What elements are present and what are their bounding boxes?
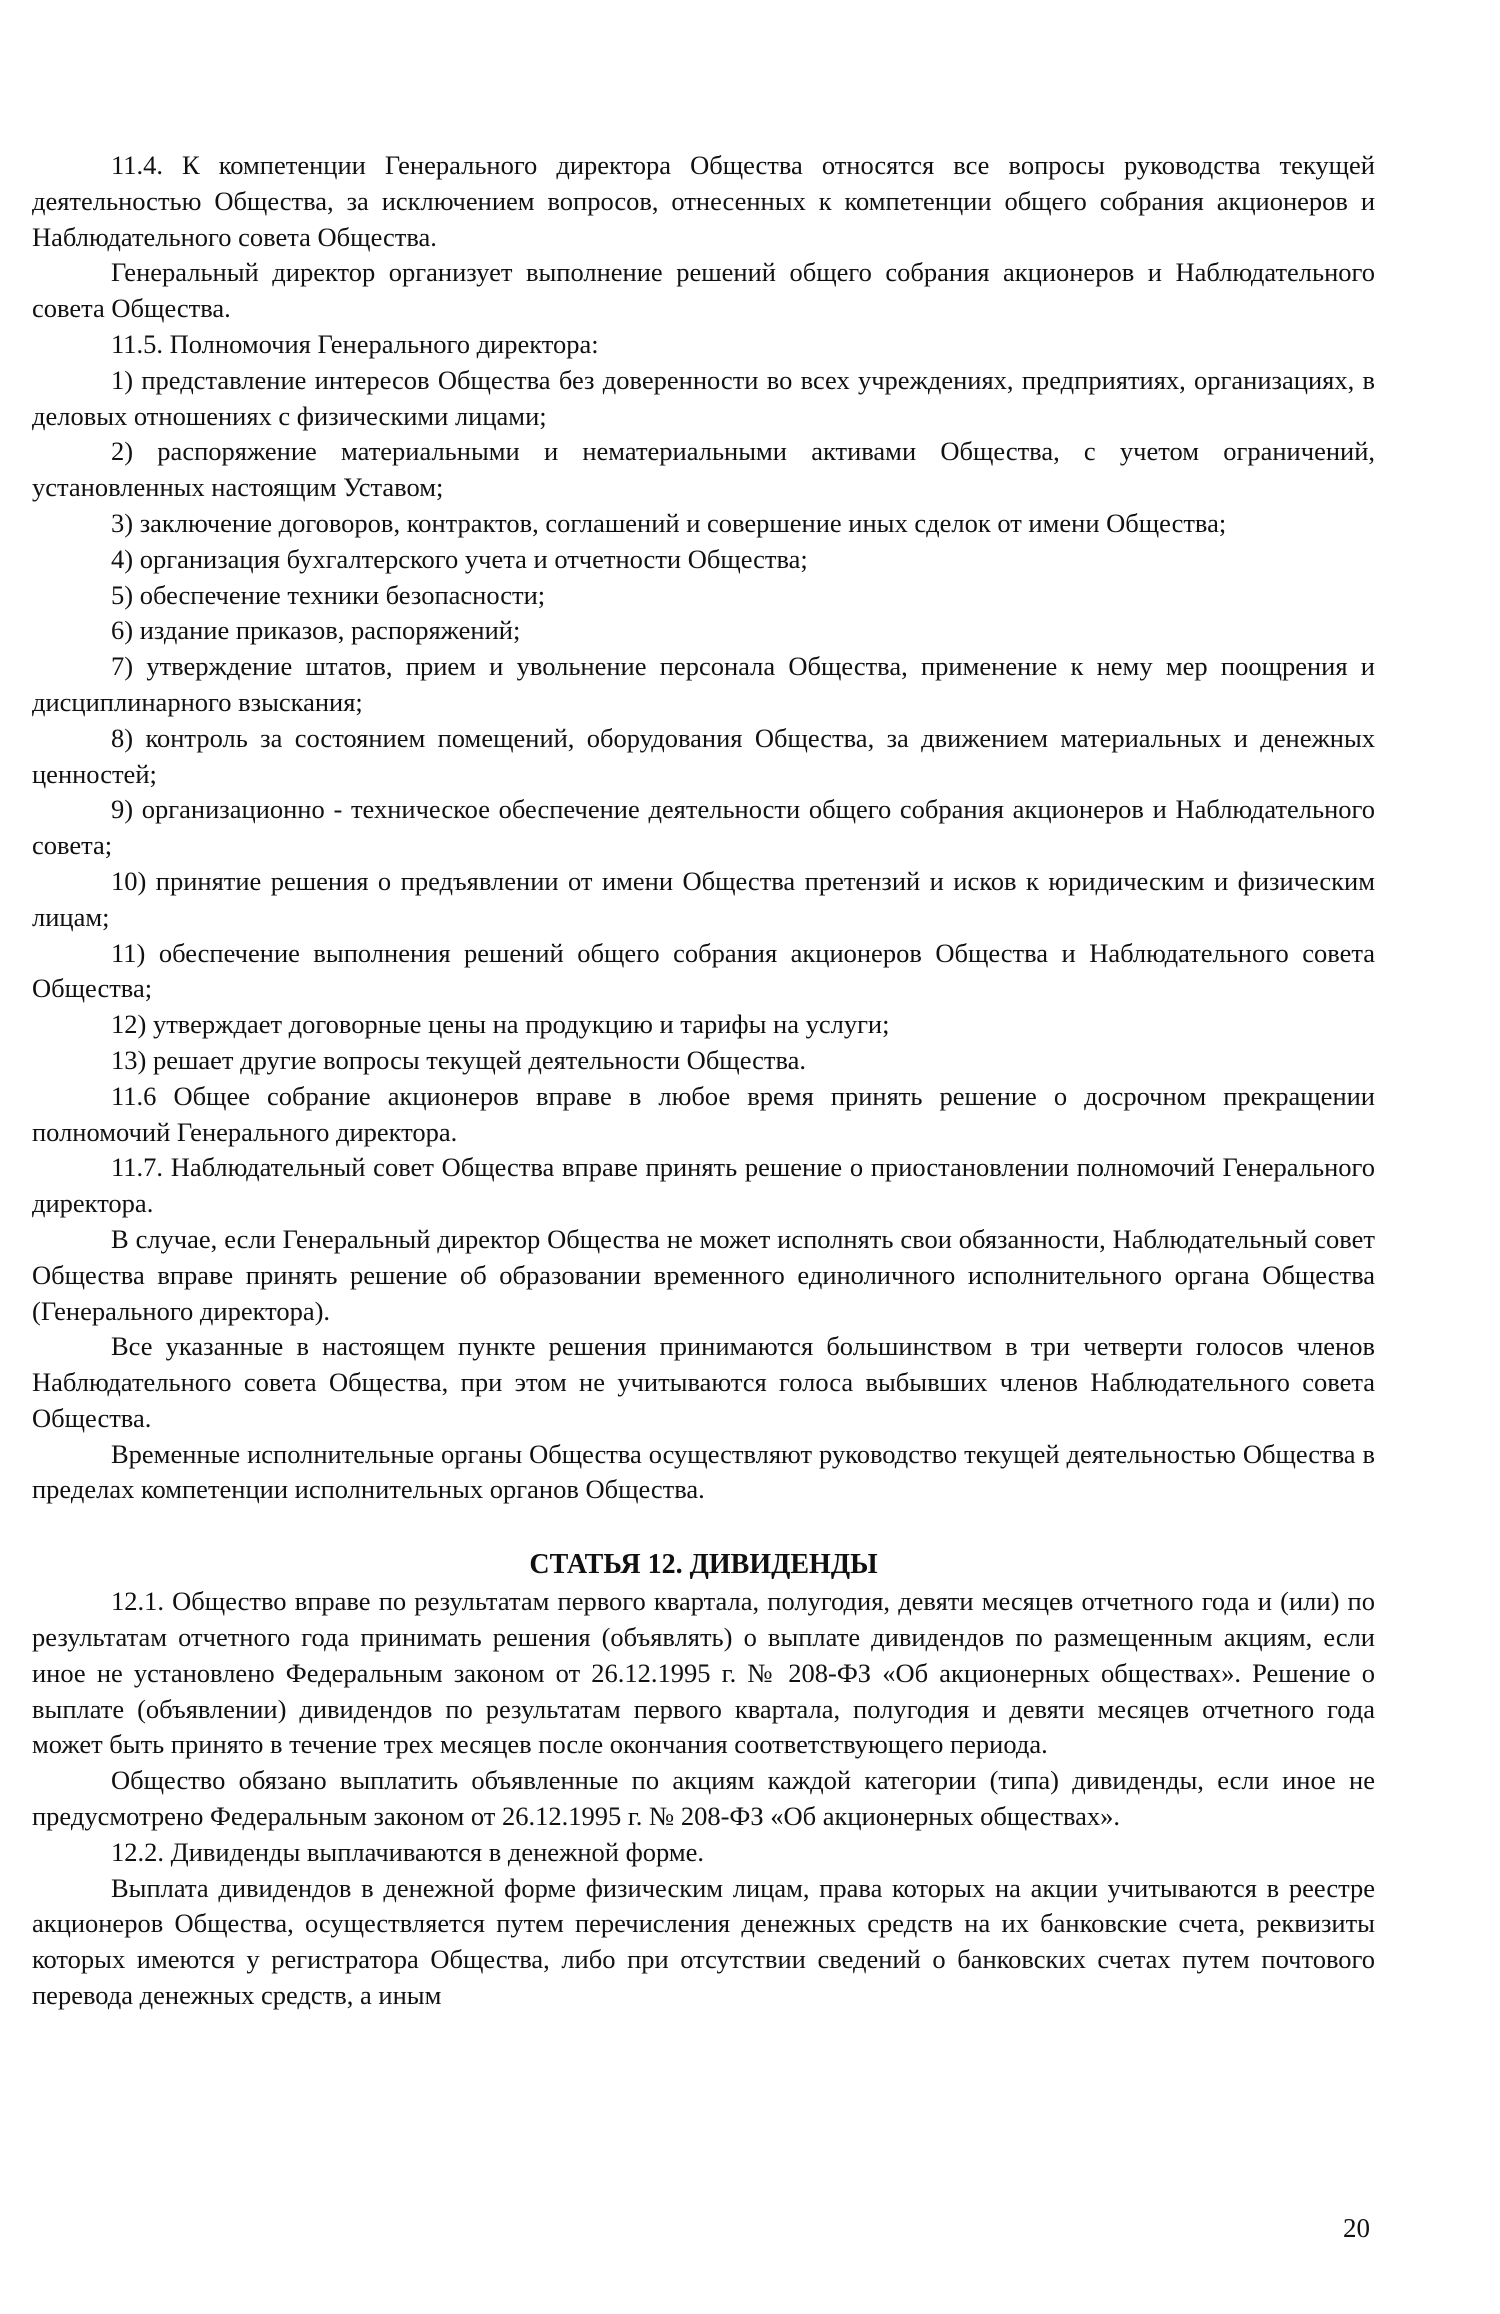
- list-item: 2) распоряжение материальными и нематериальными активами Общества, с учетом ограничений, установленных настоящим Уставом;: [32, 436, 1375, 503]
- list-item: 10) принятие решения о предъявлении от имени Общества претензий и исков к юридическим и физическим лицам;: [32, 865, 1375, 932]
- list-item: 3) заключение договоров, контрактов, соглашений и совершение иных сделок от имени Общества;: [111, 507, 1227, 538]
- paragraph: 11.7. Наблюдательный совет Общества вправе принять решение о приостановлении полномочий Генерального директора.: [32, 1152, 1375, 1219]
- list-item: 1) представление интересов Общества без доверенности во всех учреждениях, предприятиях, организациях, в деловых отношениях с физическими лицами;: [32, 364, 1375, 431]
- list-item: 9) организационно - техническое обеспечение деятельности общего собрания акционеров и Наблюдательного совета;: [32, 794, 1375, 861]
- list-item: 6) издание приказов, распоряжений;: [111, 615, 521, 646]
- paragraph: Общество обязано выплатить объявленные по акциям каждой категории (типа) дивиденды, если иное не предусмотрено Федеральным законом от 26.12.1995 г. № 208-ФЗ «Об акционерных обществах».: [32, 1765, 1375, 1832]
- paragraph: 12.2. Дивиденды выплачиваются в денежной форме.: [111, 1836, 705, 1867]
- paragraph: Генеральный директор организует выполнение решений общего собрания акционеров и Наблюдательного совета Общества.: [32, 257, 1375, 324]
- paragraph: 11.4. К компетенции Генерального директора Общества относятся все вопросы руководства текущей деятельностью Общества, за исключением вопросов, отнесенных к компетенции общего собрания акционеров и Наблюдательного совета Общества.: [32, 150, 1375, 252]
- paragraph: Все указанные в настоящем пункте решения принимаются большинством в три четверти голосов членов Наблюдательного совета Общества, при этом не учитываются голоса выбывших членов Наблюдательного совета Общества.: [32, 1331, 1375, 1433]
- list-item: 13) решает другие вопросы текущей деятельности Общества.: [111, 1044, 807, 1075]
- paragraph: 11.6 Общее собрание акционеров вправе в любое время принять решение о досрочном прекращении полномочий Генерального директора.: [32, 1080, 1375, 1147]
- paragraph: 12.1. Общество вправе по результатам первого квартала, полугодия, девяти месяцев отчетного года и (или) по результатам отчетного года принимать решения (объявлять) о выплате дивидендов по размещенным акциям, если иное не установлено Федеральным законом от 26.12.1995 г. № 208-ФЗ «Об акционерных обществах». Решение о выплате (объявлении) дивидендов по результатам первого квартала, полугодия и девяти месяцев отчетного года может быть принято в течение трех месяцев после окончания соответствующего периода.: [32, 1586, 1375, 1760]
- list-item: 7) утверждение штатов, прием и увольнение персонала Общества, применение к нему мер поощрения и дисциплинарного взыскания;: [32, 651, 1375, 717]
- page-number: 20: [1343, 2213, 1370, 2243]
- paragraph: В случае, если Генеральный директор Общества не может исполнять свои обязанности, Наблюдательный совет Общества вправе принять решение об образовании временного единоличного исполнительного органа Общества (Генерального директора).: [32, 1223, 1375, 1326]
- article-heading: СТАТЬЯ 12. ДИВИДЕНДЫ: [529, 1549, 878, 1581]
- list-item: 8) контроль за состоянием помещений, оборудования Общества, за движением материальных и денежных ценностей;: [32, 722, 1375, 789]
- paragraph: Выплата дивидендов в денежной форме физическим лицам, права которых на акции учитываются в реестре акционеров Общества, осуществляется путем перечисления денежных средств на их банковские счета, реквизиты которых имеются у регистратора Общества, либо при отсутствии сведений о банковских счетах путем почтового перевода денежных средств, а иным: [32, 1872, 1375, 2011]
- section-11-body: [32, 148, 1375, 1508]
- list-item: 4) организация бухгалтерского учета и отчетности Общества;: [111, 543, 808, 574]
- document-page: [32, 148, 1375, 2014]
- paragraph: 11.5. Полномочия Генерального директора:: [111, 328, 599, 359]
- section-12-body: [32, 1584, 1375, 2014]
- list-item: 12) утверждает договорные цены на продукцию и тарифы на услуги;: [111, 1009, 890, 1040]
- list-item: 5) обеспечение техники безопасности;: [111, 579, 546, 610]
- list-item: 11) обеспечение выполнения решений общего собрания акционеров Общества и Наблюдательного совета Общества;: [32, 937, 1375, 1004]
- paragraph: Временные исполнительные органы Общества осуществляют руководство текущей деятельностью Общества в пределах компетенции исполнительных органов Общества.: [32, 1438, 1375, 1505]
